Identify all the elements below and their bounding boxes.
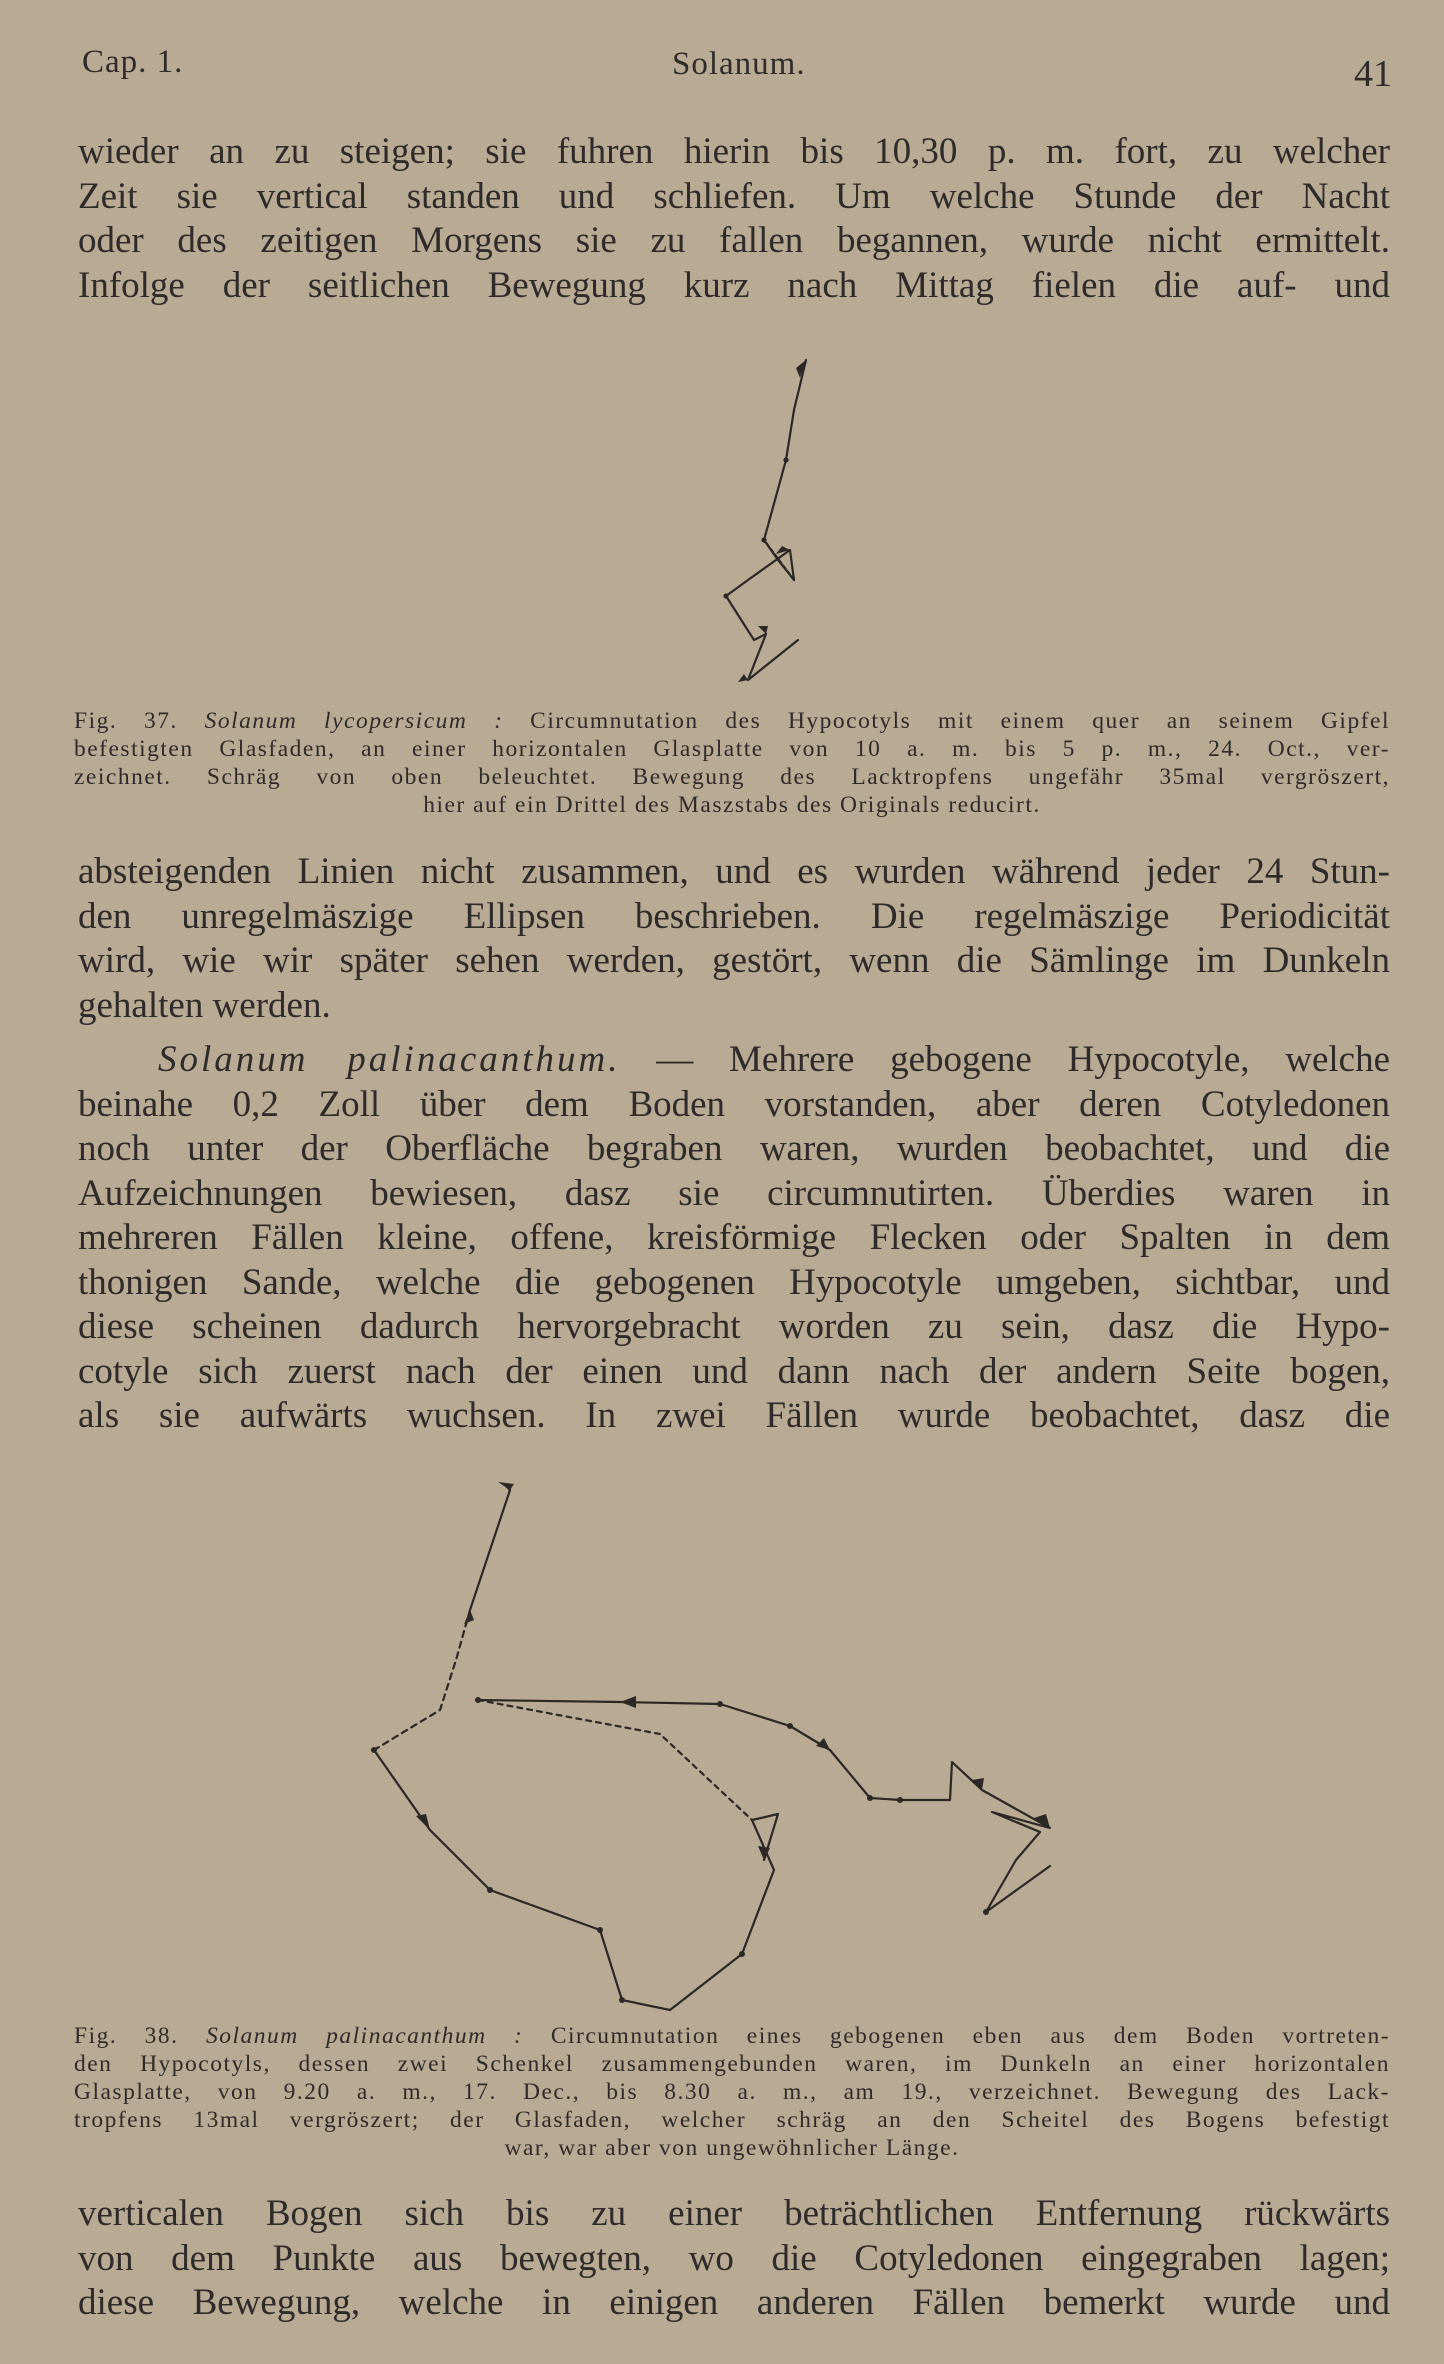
text-line: noch unter der Oberfläche begraben waren, wurden beobachtet, und die	[78, 1128, 1390, 1169]
arrow-head-icon	[816, 1738, 830, 1750]
text-line: Zeit sie vertical standen und schliefen. Um welche Stunde der Nacht	[78, 175, 1390, 217]
running-title: Solanum.	[672, 46, 806, 82]
figure-38-caption: Fig. 38. Solanum palinacanthum : Circumnutation eines gebogenen eben aus dem Boden vortreten- den Hypocotyls, dessen zwei Schenkel zusammengebunden waren, im Dunkeln an einer horizontalen Glasplatte, von 9.20 a. m., 17. Dec., bis 8.30 a. m., am 19., verzeichnet. Bewegung des Lack- tropfens 13mal vergröszert; der Glasfaden, welcher schräg an den Scheitel des Bogens befestigt war, war aber von ungewöhnlicher Länge.	[74, 2023, 1390, 2161]
text-line: thonigen Sande, welche die gebogenen Hypocotyle umgeben, sichtbar, und	[78, 1261, 1390, 1303]
arrow-head-icon	[972, 1778, 984, 1790]
text-line: oder des zeitigen Morgens sie zu fallen begannen, wurde nicht ermittelt.	[78, 220, 1390, 261]
text-line: diese scheinen dadurch hervorgebracht worden zu sein, dasz die Hypo-	[78, 1306, 1390, 1347]
figure-37-caption: Fig. 37. Solanum lycopersicum : Circumnutation des Hypocotyls mit einem quer an seinem Gipfel befestigten Glasfaden, an einer horizontalen Glasplatte von 10 a. m. bis 5 p. m., 24. Oct., ver- zeichnet. Schräg von oben beleuchtet. Bewegung des Lacktropfens ungefähr 35mal vergröszert, hier auf ein Drittel des Maszstabs des Originals reducirt.	[74, 708, 1390, 818]
caption-line: befestigten Glasfaden, an einer horizontalen Glasplatte von 10 a. m. bis 5 p. m., 24. Oct., ver-	[74, 736, 1390, 762]
arrow-head-icon	[738, 674, 748, 682]
paragraph-continues	[78, 2192, 1390, 2326]
text-line: von dem Punkte aus bewegten, wo die Cotyledonen eingegraben lagen;	[78, 2237, 1390, 2279]
caption-line: Glasplatte, von 9.20 a. m., 17. Dec., bis 8.30 a. m., am 19., verzeichnet. Bewegung des Lack-	[74, 2079, 1390, 2105]
species-heading: Solanum palinacanthum.	[158, 1039, 621, 1080]
chapter-label: Cap. 1.	[82, 44, 184, 80]
page-number: 41	[1354, 53, 1392, 95]
text-line: den unregelmäszige Ellipsen beschrieben. Die regelmäszige Periodicität	[78, 895, 1390, 937]
text-line: als sie aufwärts wuchsen. In zwei Fällen wurde beobachtet, dasz die	[78, 1395, 1390, 1436]
caption-line: hier auf ein Drittel des Maszstabs des Originals reducirt.	[423, 792, 1041, 818]
paragraph-lycopersicum-end	[78, 850, 1390, 1028]
arrow-head-icon	[620, 1696, 636, 1708]
text-line: verticalen Bogen sich bis zu einer beträchtlichen Entfernung rückwärts	[78, 2193, 1390, 2234]
arrow-head-icon	[758, 626, 768, 634]
running-header	[82, 38, 1392, 98]
text-line: wird, wie wir später sehen werden, gestört, wenn die Sämlinge im Dunkeln	[78, 940, 1390, 981]
arrow-head-icon	[416, 1814, 430, 1830]
paragraph-continued	[78, 130, 1390, 308]
figure-38-circumnutation-trace	[360, 1470, 1100, 2030]
caption-line: den Hypocotyls, dessen zwei Schenkel zusammengebunden waren, im Dunkeln an einer horizontalen	[74, 2051, 1390, 2077]
text-line: absteigenden Linien nicht zusammen, und es wurden während jeder 24 Stun-	[78, 851, 1390, 892]
caption-line: zeichnet. Schräg von oben beleuchtet. Bewegung des Lacktropfens ungefähr 35mal vergröszert,	[74, 764, 1390, 790]
arrow-head-icon	[498, 1482, 514, 1490]
text-line: gehalten werden.	[78, 984, 331, 1026]
figure-37-circumnutation-trace	[640, 350, 840, 690]
text-line: Aufzeichnungen bewiesen, dasz sie circumnutirten. Überdies waren in	[78, 1172, 1390, 1214]
text-line: mehreren Fällen kleine, offene, kreisförmige Flecken oder Spalten in dem	[78, 1217, 1390, 1258]
caption-line: tropfens 13mal vergröszert; der Glasfaden, welcher schräg an den Scheitel des Bogens befestigt	[74, 2107, 1390, 2133]
caption-line: war, war aber von ungewöhnlicher Länge.	[504, 2135, 960, 2161]
figure-label: Fig. 38.	[74, 2023, 179, 2049]
text-line: diese Bewegung, welche in einigen anderen Fällen bemerkt wurde und	[78, 2282, 1390, 2323]
text-line: beinahe 0,2 Zoll über dem Boden vorstanden, aber deren Cotyledonen	[78, 1083, 1390, 1125]
species-name: Solanum palinacanthum :	[205, 2023, 524, 2049]
paragraph-palinacanthum: Solanum palinacanthum. — Mehrere gebogene Hypocotyle, welche beinahe 0,2 Zoll über dem Boden vorstanden, aber deren Cotyledonen noch unter der Oberfläche begraben waren, wurden beobachtet, und die Aufzeichnungen bewiesen, dasz sie circumnutirten. Überdies waren in mehreren Fällen kleine, offene, kreisförmige Flecken oder Spalten in dem thonigen Sande, welche die gebogenen Hypocotyle umgeben, sichtbar, und diese scheinen dadurch hervorgebracht worden zu sein, dasz die Hypo- cotyle sich zuerst nach der einen und dann nach der andern Seite bogen, als sie aufwärts wuchsen. In zwei Fällen wurde beobachtet, dasz die	[78, 1038, 1390, 1439]
figure-label: Fig. 37.	[74, 708, 178, 734]
species-name: Solanum lycopersicum :	[204, 708, 504, 734]
text-line: cotyle sich zuerst nach der einen und dann nach der andern Seite bogen,	[78, 1350, 1390, 1392]
text-line: Infolge der seitlichen Bewegung kurz nach Mittag fielen die auf- und	[78, 264, 1390, 306]
text-line: wieder an zu steigen; sie fuhren hierin bis 10,30 p. m. fort, zu welcher	[78, 131, 1390, 172]
